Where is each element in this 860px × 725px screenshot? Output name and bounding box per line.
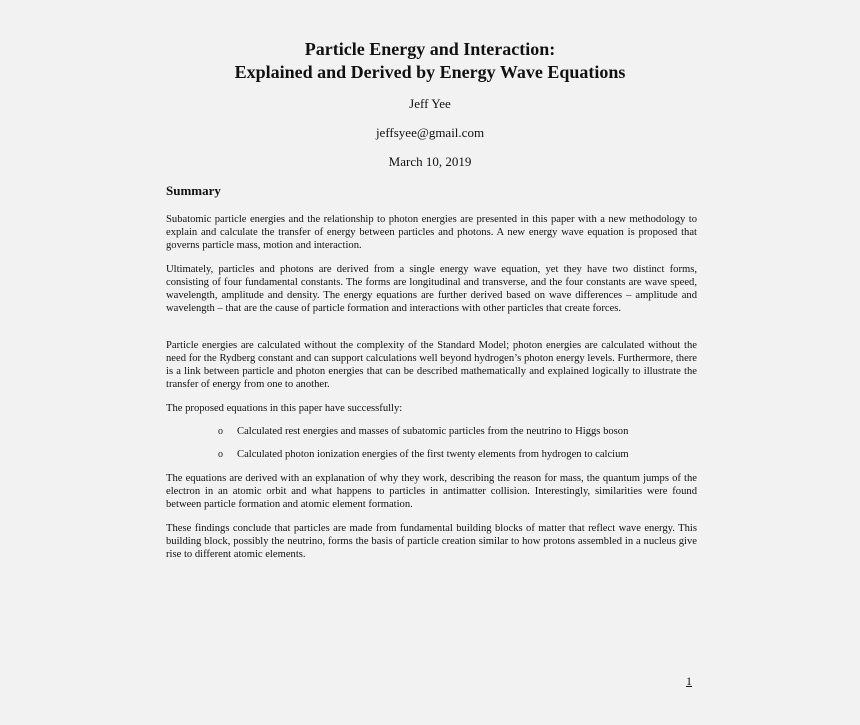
bullet-circle-icon: o [218, 449, 223, 460]
summary-paragraph-2: Ultimately, particles and photons are derived from a single energy wave equation, yet they have two distinct forms, consisting of four fundamental constants. The forms are longitudinal and transverse, and the four constants are wave speed, wavelength, amplitude and density. The energy equations are further derived based on wave differences – amplitude and wavelength – that are the cause of particle formation and interactions with other particles that create forces. [166, 264, 697, 314]
summary-heading: Summary [166, 183, 221, 198]
list-item [218, 448, 698, 461]
summary-paragraph-1: Subatomic particle energies and the relationship to photon energies are presented in this paper with a new methodology to explain and calculate the transfer of energy between particles and photons. A new energy wave equation is proposed that governs particle mass, motion and interaction. [166, 214, 697, 251]
paper-title-line-1: Particle Energy and Interaction: [304, 39, 556, 59]
summary-paragraph-6: These findings conclude that particles are made from fundamental building blocks of matter that reflect wave energy. This building block, possibly the neutrino, forms the basis of particle creation similar to how protons assembled in a nucleus give rise to different atomic elements. [166, 523, 697, 560]
paper-title-line-2: Explained and Derived by Energy Wave Equations [234, 62, 626, 82]
page-number: 1 [686, 674, 692, 688]
author-email: jeffsyee@gmail.com [375, 125, 485, 140]
publication-date: March 10, 2019 [388, 154, 472, 169]
list-item-text: Calculated rest energies and masses of subatomic particles from the neutrino to Higgs boson [237, 426, 629, 437]
bullet-circle-icon: o [218, 426, 223, 437]
summary-paragraph-4: The proposed equations in this paper have successfully: [166, 403, 403, 414]
summary-paragraph-3: Particle energies are calculated without the complexity of the Standard Model; photon energies are calculated without the need for the Rydberg constant and can support calculations well beyond hydrogen’s photon energy levels. Furthermore, there is a link between particle and photon energies that can be described mathematically and explained logically to illustrate the transfer of energy from one to another. [166, 340, 697, 390]
list-item-text: Calculated photon ionization energies of the first twenty elements from hydrogen to calcium [237, 449, 629, 460]
list-item [218, 425, 698, 438]
author-name: Jeff Yee [409, 96, 451, 111]
summary-paragraph-5: The equations are derived with an explanation of why they work, describing the reason for mass, the quantum jumps of the electron in an atomic orbit and what happens to particles in antimatter collision. Interestingly, similarities were found between particle formation and atomic element formation. [166, 473, 697, 510]
